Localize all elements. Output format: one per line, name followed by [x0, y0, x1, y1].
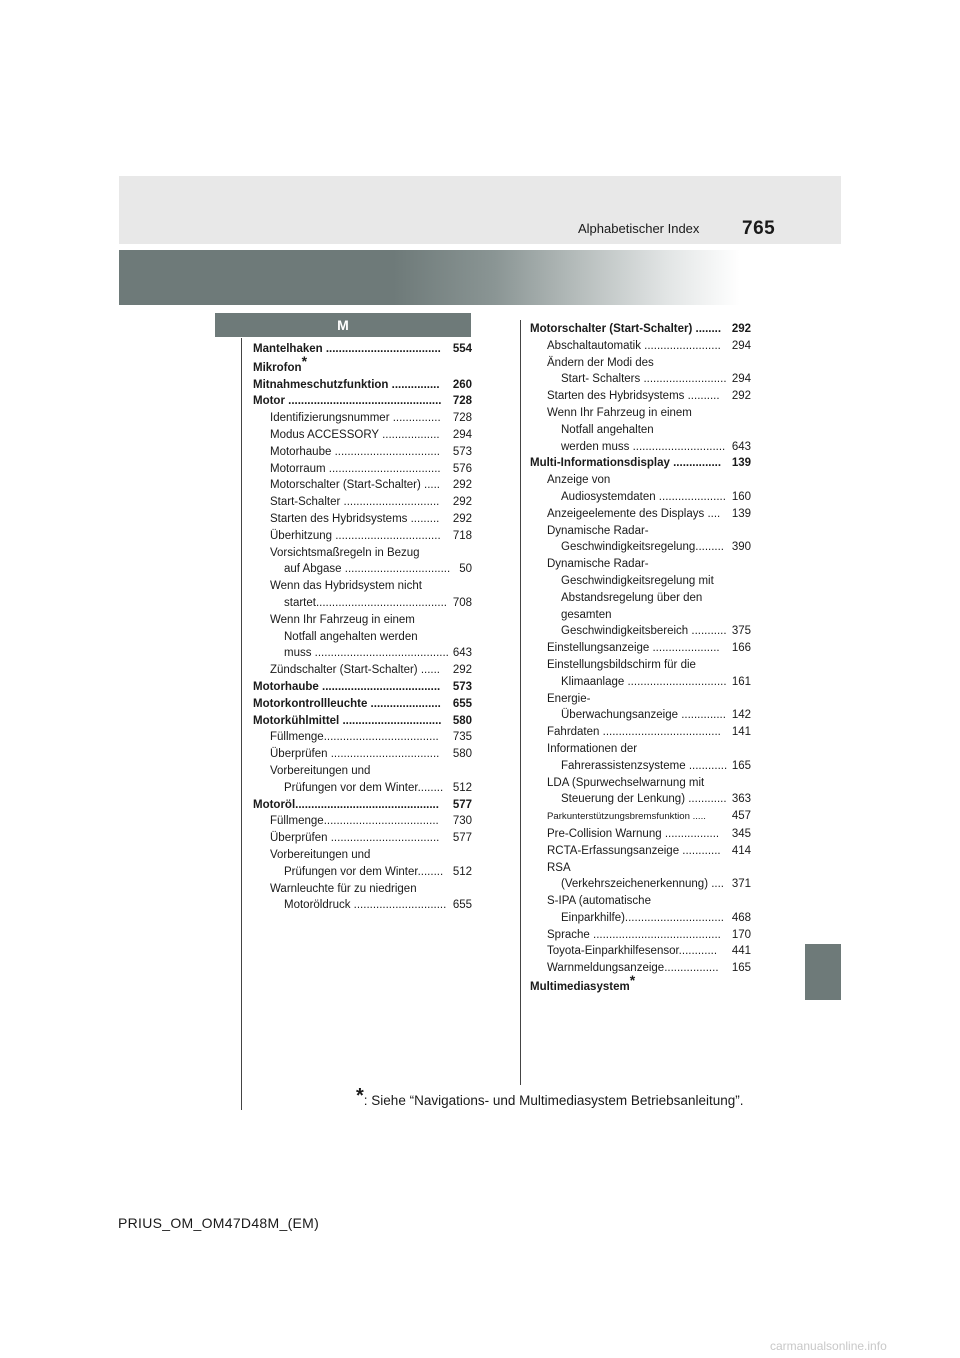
entry-text: Füllmenge....................................: [270, 731, 439, 744]
entry-text: Motorkontrollleuchte ......................: [253, 697, 441, 710]
entry-text: Warnmeldungsanzeige.................: [547, 962, 719, 975]
entry-text: S-IPA (automatische: [547, 895, 651, 908]
entry-text: Überhitzung .................................: [270, 529, 441, 542]
entry-text: Modus ACCESSORY ..................: [270, 428, 440, 441]
entry-page-number: 160: [731, 489, 751, 506]
entry-page-number: 580: [452, 713, 472, 730]
index-entry: [530, 674, 751, 691]
entry-page-number: 294: [731, 371, 751, 388]
entry-page-number: 512: [452, 780, 472, 797]
index-entry: [530, 506, 751, 523]
entry-text: Füllmenge....................................: [270, 815, 439, 828]
index-entry: [253, 578, 472, 595]
index-entry: [253, 461, 472, 478]
entry-page-number: 292: [452, 477, 472, 494]
footnote-text: : Siehe “Navigations- und Multimediasystem Betriebsanleitung”.: [363, 1093, 744, 1108]
entry-page-number: 375: [731, 623, 751, 640]
index-entry: [530, 556, 751, 573]
entry-text: Geschwindigkeitsregelung mit: [561, 574, 714, 587]
index-entry: [253, 427, 472, 444]
chapter-side-tab: [805, 944, 841, 1000]
index-entry: [530, 826, 751, 843]
entry-text: LDA (Spurwechselwarnung mit: [547, 776, 705, 789]
entry-text: Multimediasystem: [530, 981, 630, 994]
entry-text: (Verkehrszeichenerkennung) ....: [561, 878, 725, 891]
index-entry: [530, 724, 751, 741]
index-entry: [253, 393, 472, 410]
entry-page-number: 735: [452, 729, 472, 746]
entry-text: Vorsichtsmaßregeln in Bezug: [270, 546, 420, 559]
entry-text: Motorkühlmittel ...............................: [253, 714, 442, 727]
index-entry: [253, 780, 472, 797]
entry-page-number: 708: [452, 595, 472, 612]
entry-page-number: 577: [452, 830, 472, 847]
index-entry: [253, 830, 472, 847]
entry-page-number: 292: [731, 388, 751, 405]
entry-text: Vorbereitungen und: [270, 764, 371, 777]
entry-text: Motorschalter (Start-Schalter) .....: [270, 479, 440, 492]
entry-text: Zündschalter (Start-Schalter) ......: [270, 664, 441, 677]
index-entry: [530, 876, 751, 893]
footnote: [356, 1085, 744, 1111]
entry-text: Mantelhaken ....................................: [253, 343, 441, 355]
index-entry: [530, 607, 751, 624]
header-band: [119, 176, 841, 244]
entry-text: RSA: [547, 861, 571, 874]
entry-text: Mitnahmeschutzfunktion ...............: [253, 378, 440, 391]
index-entry: [530, 808, 751, 826]
index-entry: [530, 657, 751, 674]
entry-page-number: 260: [452, 377, 472, 394]
entry-text: Wenn Ihr Fahrzeug in einem: [547, 406, 692, 419]
entry-text: Warnleuchte für zu niedrigen: [270, 882, 417, 895]
entry-text: Fahrerassistenzsysteme ............: [561, 759, 728, 772]
entry-text: Prüfungen vor dem Winter........: [284, 781, 444, 794]
index-letter-heading: M: [215, 313, 471, 337]
entry-page-number: 655: [452, 897, 472, 914]
index-entry: [530, 960, 751, 977]
entry-text: Einparkhilfe)...............................: [561, 911, 724, 924]
center-column-rule: [520, 320, 521, 1085]
entry-page-number: 166: [731, 640, 751, 657]
entry-text: Abstandsregelung über den: [561, 591, 703, 604]
entry-text: Vorbereitungen und: [270, 848, 371, 861]
index-entry: [253, 612, 472, 629]
entry-text: Steuerung der Lenkung) ............: [561, 793, 727, 806]
entry-page-number: 655: [452, 696, 472, 713]
index-entry: [253, 813, 472, 830]
entry-text: Fahrdaten .....................................: [547, 726, 721, 739]
entry-text: Parkunterstützungsbremsfunktion .....: [547, 811, 706, 823]
entry-text: Multi-Informationsdisplay ...............: [530, 457, 722, 470]
entry-page-number: 728: [452, 410, 472, 427]
entry-text: Geschwindigkeitsbereich ...........: [561, 625, 727, 638]
entry-text: auf Abgase .................................: [284, 563, 451, 576]
entry-page-number: 294: [731, 338, 751, 355]
entry-page-number: 728: [452, 393, 472, 410]
document-code: PRIUS_OM_OM47D48M_(EM): [118, 1215, 320, 1231]
index-entry: [253, 847, 472, 864]
entry-text: Notfall angehalten: [561, 423, 654, 436]
index-entry: [530, 623, 751, 640]
index-column-left: [253, 341, 472, 914]
index-entry: [253, 528, 472, 545]
entry-text: startet.........................................: [284, 596, 447, 609]
entry-text: Motoröl.............................................: [253, 798, 439, 811]
decorative-gradient-band: [119, 250, 841, 305]
index-entry: [253, 545, 472, 562]
entry-text: Motor ................................................: [253, 395, 442, 408]
index-entry: [530, 741, 751, 758]
index-entry: [530, 590, 751, 607]
index-entry: [530, 321, 751, 338]
index-entry: [253, 696, 472, 713]
entry-text: gesamten: [561, 608, 612, 621]
index-entry: [530, 439, 751, 456]
watermark: carmanualsonline.info: [770, 1339, 887, 1353]
index-entry: [253, 897, 472, 914]
entry-page-number: 643: [731, 439, 751, 456]
entry-text: werden muss .............................: [561, 440, 726, 453]
index-entry: [253, 645, 472, 662]
entry-page-number: 643: [452, 645, 472, 662]
entry-text: Dynamische Radar-: [547, 524, 649, 537]
footnote-star: *: [356, 1085, 364, 1107]
entry-text: Einstellungsbildschirm für die: [547, 658, 696, 671]
entry-page-number: 580: [452, 746, 472, 763]
entry-page-number: 573: [452, 444, 472, 461]
index-entry: [253, 352, 472, 377]
index-entry: [253, 629, 472, 646]
entry-text: Informationen der: [547, 742, 638, 755]
entry-text: Abschaltautomatik ........................: [547, 339, 721, 352]
entry-text: Ändern der Modi des: [547, 356, 654, 369]
index-entry: [253, 494, 472, 511]
index-entry: [530, 371, 751, 388]
index-entry: [530, 910, 751, 927]
entry-text: Motorhaube .................................: [270, 445, 441, 458]
index-entry: [530, 338, 751, 355]
index-entry: [530, 843, 751, 860]
index-entry: [253, 679, 472, 696]
entry-page-number: 165: [731, 960, 751, 977]
index-entry: [253, 477, 472, 494]
entry-text: Motorhaube .....................................: [253, 680, 441, 693]
index-entry: [530, 791, 751, 808]
index-entry: [530, 405, 751, 422]
page-number: 765: [742, 218, 776, 239]
index-entry: [253, 341, 472, 358]
entry-page-number: 170: [731, 927, 751, 944]
entry-text: Motoröldruck .............................: [284, 899, 447, 912]
entry-text: Motorschalter (Start-Schalter) ........: [530, 323, 722, 335]
index-entry: [530, 927, 751, 944]
index-entry: [530, 972, 751, 996]
entry-text: Mikrofon: [253, 361, 302, 374]
entry-text: Prüfungen vor dem Winter........: [284, 865, 444, 878]
entry-text: Klimaanlage ...............................: [561, 675, 727, 688]
entry-text: Starten des Hybridsystems .........: [270, 512, 440, 525]
entry-page-number: 165: [731, 758, 751, 775]
entry-page-number: 161: [731, 674, 751, 691]
index-entry: [530, 489, 751, 506]
index-entry: [253, 511, 472, 528]
entry-text: Identifizierungsnummer ...............: [270, 412, 441, 425]
index-entry: [530, 455, 751, 472]
entry-page-number: 363: [731, 791, 751, 808]
index-entry: [253, 881, 472, 898]
index-column-right: [530, 321, 751, 996]
index-entry: [530, 640, 751, 657]
entry-footnote-star: *: [301, 352, 308, 369]
index-entry: [530, 707, 751, 724]
index-entry: [530, 355, 751, 372]
index-entry: [253, 864, 472, 881]
entry-text: Anzeigeelemente des Displays ....: [547, 507, 721, 520]
entry-text: Start- Schalters ..........................: [561, 373, 727, 386]
index-entry: [530, 573, 751, 590]
entry-page-number: 577: [452, 797, 472, 814]
entry-text: Pre-Collision Warnung .................: [547, 827, 720, 840]
index-entry: [530, 472, 751, 489]
entry-footnote-star: *: [629, 972, 636, 989]
entry-text: Überprüfen ..................................: [270, 748, 440, 761]
index-entry: [253, 713, 472, 730]
entry-text: Starten des Hybridsystems ..........: [547, 390, 720, 403]
index-entry: [253, 595, 472, 612]
entry-page-number: 142: [731, 707, 751, 724]
entry-text: Geschwindigkeitsregelung.........: [561, 541, 724, 554]
entry-page-number: 441: [731, 943, 751, 960]
index-entry: [530, 388, 751, 405]
index-entry: [253, 763, 472, 780]
index-entry: [253, 662, 472, 679]
index-entry: [530, 893, 751, 910]
index-entry: [253, 377, 472, 394]
index-entry: [253, 410, 472, 427]
entry-text: Notfall angehalten werden: [284, 630, 418, 643]
entry-page-number: 457: [731, 808, 751, 825]
entry-page-number: 139: [731, 506, 751, 523]
index-entry: [530, 775, 751, 792]
entry-page-number: 294: [452, 427, 472, 444]
index-entry: [530, 860, 751, 877]
section-title: Alphabetischer Index: [578, 221, 700, 236]
entry-page-number: 718: [452, 528, 472, 545]
index-entry: [253, 746, 472, 763]
index-entry: [530, 422, 751, 439]
entry-text: Audiosystemdaten .....................: [561, 490, 726, 503]
entry-text: Wenn das Hybridsystem nicht: [270, 580, 422, 593]
entry-page-number: 50: [458, 561, 472, 578]
left-column-rule: [241, 338, 242, 1110]
entry-page-number: 576: [452, 461, 472, 478]
entry-text: Einstellungsanzeige .....................: [547, 642, 720, 655]
entry-page-number: 292: [452, 494, 472, 511]
entry-page-number: 139: [731, 455, 751, 472]
entry-text: Energie-: [547, 692, 591, 705]
index-entry: [530, 943, 751, 960]
entry-page-number: 292: [452, 662, 472, 679]
index-entry: [253, 729, 472, 746]
index-entry: [530, 758, 751, 775]
entry-text: Wenn Ihr Fahrzeug in einem: [270, 613, 415, 626]
entry-text: Motorraum ...................................: [270, 462, 441, 475]
index-entry: [253, 444, 472, 461]
entry-text: Anzeige von: [547, 474, 611, 487]
entry-text: Überwachungsanzeige ..............: [561, 709, 726, 722]
entry-text: muss ..........................................: [284, 647, 449, 660]
entry-text: RCTA-Erfassungsanzeige ............: [547, 844, 721, 857]
entry-page-number: 573: [452, 679, 472, 696]
entry-page-number: 345: [731, 826, 751, 843]
entry-text: Überprüfen ..................................: [270, 832, 440, 845]
entry-page-number: 512: [452, 864, 472, 881]
entry-page-number: 730: [452, 813, 472, 830]
entry-page-number: 468: [731, 910, 751, 927]
entry-page-number: 371: [731, 876, 751, 893]
entry-page-number: 554: [452, 341, 472, 358]
entry-page-number: 390: [731, 539, 751, 556]
entry-page-number: 292: [731, 321, 751, 338]
entry-page-number: 414: [731, 843, 751, 860]
index-entry: [253, 561, 472, 578]
index-entry: [253, 797, 472, 814]
index-entry: [530, 523, 751, 540]
entry-text: Toyota-Einparkhilfesensor............: [547, 945, 718, 958]
index-entry: [530, 691, 751, 708]
entry-page-number: 292: [452, 511, 472, 528]
entry-text: Sprache ........................................: [547, 928, 721, 941]
entry-text: Dynamische Radar-: [547, 558, 649, 571]
entry-page-number: 141: [731, 724, 751, 741]
index-entry: [530, 539, 751, 556]
entry-text: Start-Schalter ..............................: [270, 496, 440, 509]
